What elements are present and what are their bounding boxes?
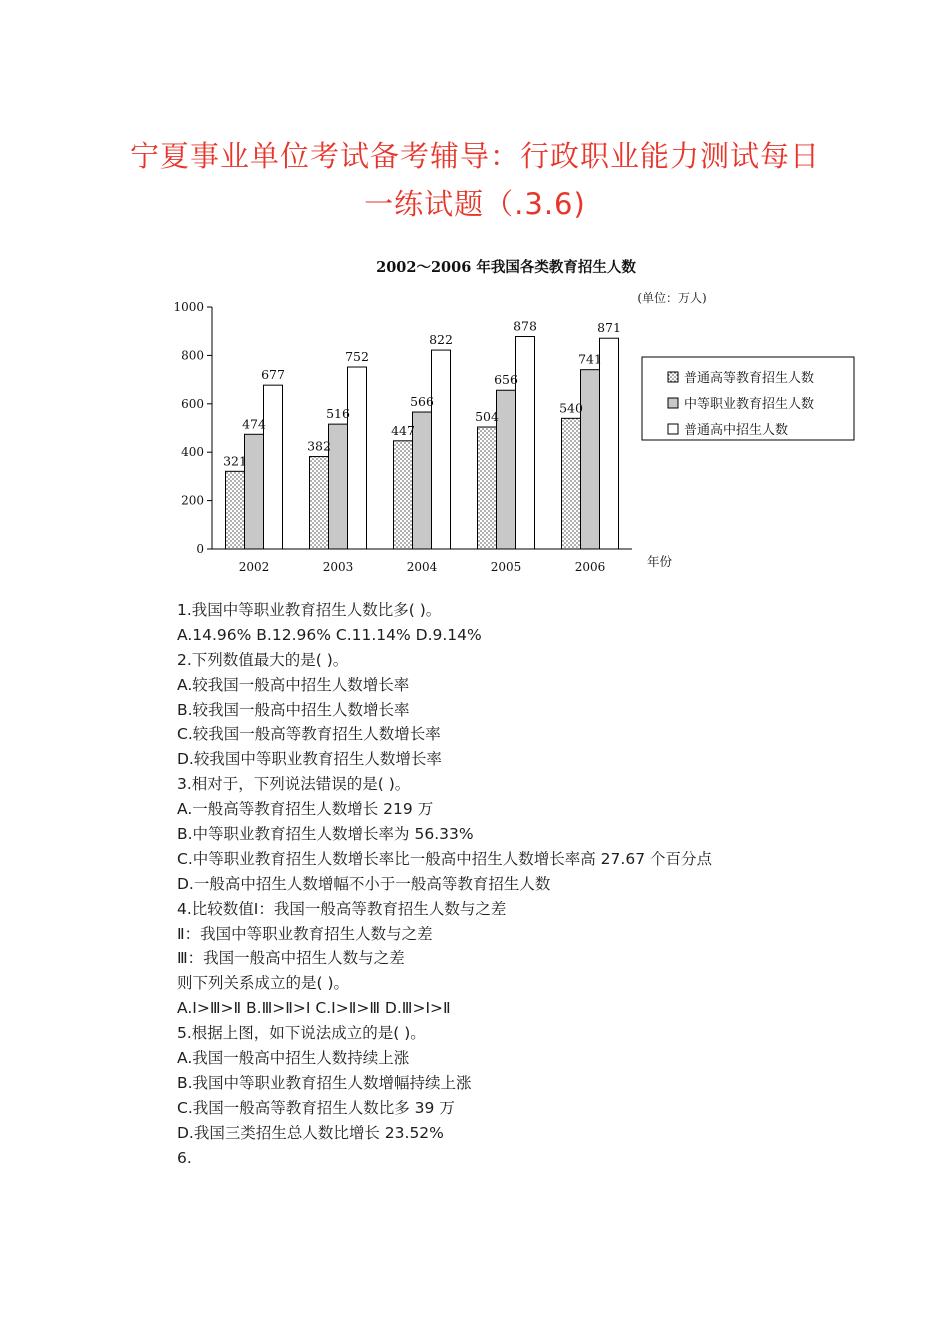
bar <box>348 367 367 549</box>
question-line: Ⅲ：我国一般高中招生人数与之差 <box>177 949 405 968</box>
y-tick-label: 400 <box>181 445 204 460</box>
question-line: 1.我国中等职业教育招生人数比多( )。 <box>177 601 442 619</box>
bar <box>478 427 497 549</box>
bar-value-label: 566 <box>410 394 434 410</box>
question-line: C.我国一般高等教育招生人数比多 39 万 <box>177 1098 455 1117</box>
x-tick-label: 2002 <box>238 560 270 574</box>
question-line: C.较我国一般高等教育招生人数增长率 <box>177 725 441 744</box>
x-tick-label: 2005 <box>490 560 522 574</box>
question-line: D.一般高中招生人数增幅不小于一般高等教育招生人数 <box>177 874 551 893</box>
page-title-line1: 宁夏事业单位考试备考辅导：行政职业能力测试每日 <box>129 139 820 173</box>
question-line: 则下列关系成立的是( )。 <box>177 974 350 993</box>
x-tick-label: 2003 <box>322 560 354 574</box>
question-line: A.我国一般高中招生人数持续上涨 <box>177 1049 410 1068</box>
question-line: A.较我国一般高中招生人数增长率 <box>177 675 410 694</box>
bar <box>516 337 535 549</box>
bar <box>562 418 581 549</box>
legend-swatch <box>668 372 678 382</box>
chart-legend <box>642 357 854 440</box>
legend-label: 中等职业教育招生人数 <box>684 397 815 412</box>
bar-value-label: 822 <box>429 332 453 348</box>
bar-value-label: 540 <box>559 400 583 416</box>
chart-title: 2002～2006 年我国各类教育招生人数 <box>376 259 636 276</box>
bar-value-label: 871 <box>597 320 621 336</box>
question-line: B.较我国一般高中招生人数增长率 <box>177 700 410 719</box>
question-line: D.我国三类招生总人数比增长 23.52% <box>177 1123 444 1142</box>
question-line: 4.比较数值Ⅰ：我国一般高等教育招生人数与之差 <box>177 899 507 918</box>
chart-unit-label: (单位：万人) <box>637 291 707 305</box>
question-line: B.中等职业教育招生人数增长率为 56.33% <box>177 825 474 844</box>
question-line: 3.相对于，下列说法错误的是( )。 <box>177 775 411 794</box>
question-list <box>177 598 712 1170</box>
question-line: C.中等职业教育招生人数增长率比一般高中招生人数增长率高 27.67 个百分点 <box>177 849 712 868</box>
legend-swatch <box>668 424 678 434</box>
x-axis-title: 年份 <box>647 554 673 569</box>
y-tick-label: 600 <box>181 396 204 411</box>
bar-value-label: 752 <box>345 349 369 365</box>
y-tick-label: 800 <box>181 348 204 363</box>
question-line: Ⅱ：我国中等职业教育招生人数与之差 <box>177 924 433 943</box>
legend-label: 普通高中招生人数 <box>684 423 789 438</box>
bar-value-label: 474 <box>242 416 266 432</box>
bar <box>497 390 516 549</box>
y-tick-label: 1000 <box>173 300 204 314</box>
bar <box>413 412 432 549</box>
bar-value-label: 504 <box>475 409 499 425</box>
y-tick-label: 0 <box>196 542 204 556</box>
bar <box>600 338 619 549</box>
question-line: 2.下列数值最大的是( )。 <box>177 650 349 669</box>
bar <box>226 471 245 549</box>
question-line: A.14.96% B.12.96% C.11.14% D.9.14% <box>177 625 482 644</box>
bar-value-label: 741 <box>578 351 602 367</box>
bar-value-label: 321 <box>223 453 247 469</box>
bar-value-label: 677 <box>261 367 285 383</box>
y-tick-label: 200 <box>181 493 204 508</box>
question-line: A.一般高等教育招生人数增长 219 万 <box>177 800 434 819</box>
question-line: A.Ⅰ>Ⅲ>Ⅱ B.Ⅲ>Ⅱ>Ⅰ C.Ⅰ>Ⅱ>Ⅲ D.Ⅲ>Ⅰ>Ⅱ <box>177 999 451 1018</box>
bar <box>329 424 348 549</box>
bar <box>581 370 600 549</box>
legend-label: 普通高等教育招生人数 <box>684 371 815 386</box>
page-title-line2: 一练试题（.3.6) <box>364 187 586 221</box>
bar <box>264 385 283 549</box>
x-tick-label: 2006 <box>574 560 606 574</box>
enrollment-bar-chart <box>170 248 815 588</box>
x-tick-label: 2004 <box>406 560 438 574</box>
question-line: B.我国中等职业教育招生人数增幅持续上涨 <box>177 1073 472 1092</box>
question-line: 5.根据上图，如下说法成立的是( )。 <box>177 1024 426 1043</box>
bar <box>432 350 451 549</box>
bar-value-label: 516 <box>326 406 350 422</box>
bar-value-label: 656 <box>494 372 518 388</box>
bar <box>310 457 329 549</box>
legend-swatch <box>668 398 678 408</box>
bar <box>394 441 413 549</box>
bar-value-label: 878 <box>513 318 537 334</box>
bar <box>245 434 264 549</box>
bar-value-label: 382 <box>307 438 331 454</box>
question-line: D.较我国中等职业教育招生人数增长率 <box>177 750 442 769</box>
bar-value-label: 447 <box>391 422 415 438</box>
question-line: 6. <box>177 1148 192 1167</box>
